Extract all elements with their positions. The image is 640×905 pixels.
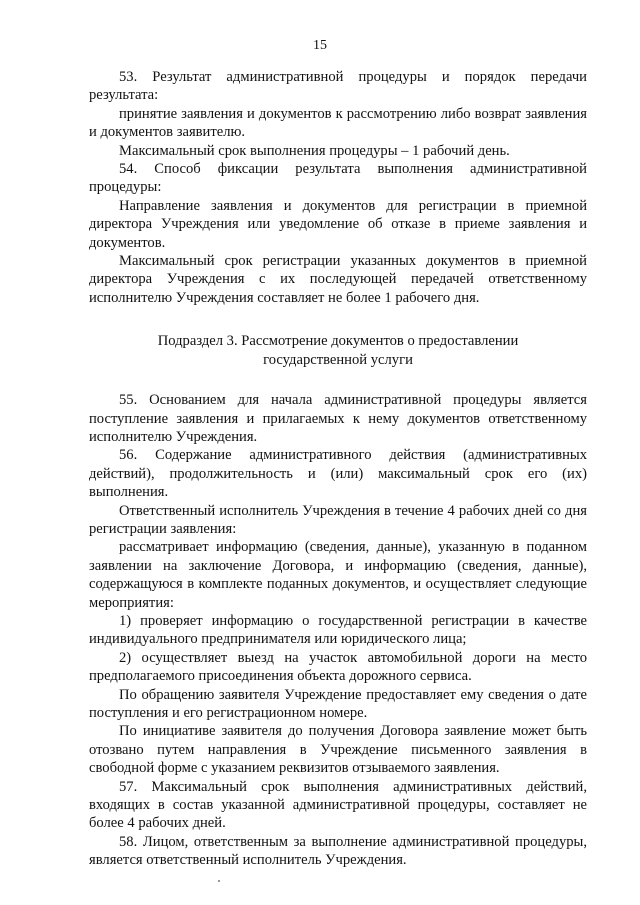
paragraph-56-executor: Ответственный исполнитель Учреждения в течение 4 рабочих дней со дня регистрации заявления: bbox=[89, 502, 587, 537]
document-body bbox=[89, 68, 587, 870]
paragraph-57: 57. Максимальный срок выполнения административных действий, входящих в состав указанной административной процедуры, составляет не более 4 рабочих дней. bbox=[89, 778, 587, 832]
paragraph-53: 53. Результат административной процедуры и порядок передачи результата: bbox=[89, 69, 587, 104]
subsection-title: Подраздел 3. Рассмотрение документов о предоставлении государственной услуги bbox=[157, 333, 519, 368]
paragraph-54-deadline: Максимальный срок регистрации указанных документов в приемной директора Учреждения с их последующей передачей ответственному исполнителю Учреждения составляет не более 1 рабочего дня. bbox=[89, 253, 587, 306]
paragraph-56-item-1: 1) проверяет информацию о государственной регистрации в качестве индивидуального предпринимателя или юридического лица; bbox=[89, 612, 587, 648]
paragraph-53-deadline: Максимальный срок выполнения процедуры – 1 рабочий день. bbox=[119, 142, 510, 159]
paragraph-56-info: По обращению заявителя Учреждение предоставляет ему сведения о дате поступления и его регистрационном номере. bbox=[89, 686, 587, 721]
paragraph-58: 58. Лицом, ответственным за выполнение административной процедуры, является ответственный исполнитель Учреждения. bbox=[89, 833, 587, 869]
paragraph-54: 54. Способ фиксации результата выполнения административной процедуры: bbox=[89, 161, 587, 196]
paragraph-53-text: принятие заявления и документов к рассмотрению либо возврат заявления и документов заявителю. bbox=[89, 105, 587, 141]
paragraph-56-item-2: 2) осуществляет выезд на участок автомобильной дороги на место предполагаемого присоединения объекта дорожного сервиса. bbox=[89, 649, 587, 685]
paragraph-56: 56. Содержание административного действия (административных действий), продолжительность и (или) максимальный срок его (их) выполнения. bbox=[89, 447, 587, 501]
paragraph-54-text: Направление заявления и документов для регистрации в приемной директора Учреждения или уведомление об отказе в приеме заявления и документов. bbox=[89, 197, 587, 251]
paragraph-55: 55. Основанием для начала административной процедуры является поступление заявления и прилагаемых к нему документов ответственному исполнителю Учреждения. bbox=[89, 392, 587, 445]
paragraph-56-withdrawal: По инициативе заявителя до получения Договора заявление может быть отозвано путем направления в Учреждение письменного заявления в свободной форме с указанием реквизитов отзываемого заявления. bbox=[89, 723, 587, 777]
scan-dot bbox=[218, 880, 220, 882]
page-number: 15 bbox=[313, 38, 327, 53]
paragraph-56-review: рассматривает информацию (сведения, данные), указанную в поданном заявлении на заключение Договора, и информацию (сведения, данные), содержащуюся в комплекте поданных документов, и осуществляет следующие мероприятия: bbox=[89, 539, 587, 611]
